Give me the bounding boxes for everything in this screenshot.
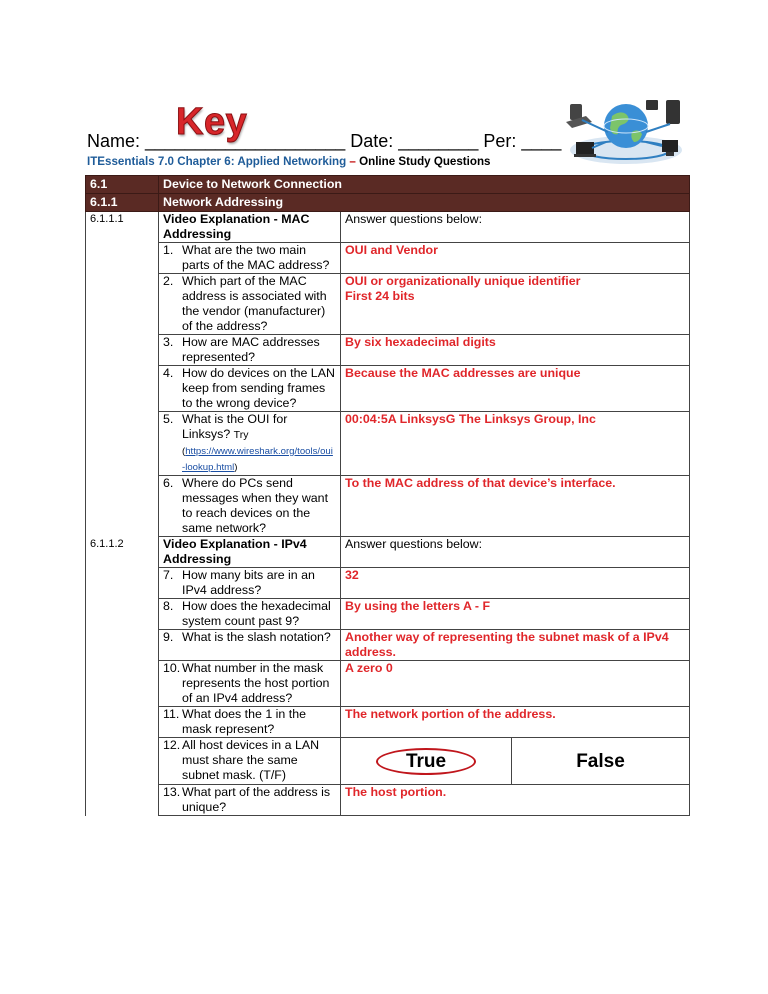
answer-cell: OUI and Vendor xyxy=(341,243,690,274)
question-cell xyxy=(159,335,341,366)
question-number: 7. xyxy=(163,568,174,582)
true-false-cell xyxy=(341,738,690,785)
topic-title: Video Explanation - IPv4 Addressing xyxy=(159,537,341,568)
true-option xyxy=(341,738,512,784)
question-text: How does the hexadecimal system count past 9? xyxy=(182,599,331,628)
study-questions-table xyxy=(85,175,690,816)
subsection-title: Network Addressing xyxy=(159,194,690,212)
subtitle-rest: Online Study Questions xyxy=(359,155,491,168)
question-text: All host devices in a LAN must share the same subnet mask. (T/F) xyxy=(182,738,320,782)
table-row xyxy=(86,335,690,366)
table-row xyxy=(86,537,690,568)
table-row xyxy=(86,366,690,412)
table-row xyxy=(86,274,690,335)
answer-line: First 24 bits xyxy=(345,289,415,303)
table-row xyxy=(86,243,690,274)
subtitle-dash: – xyxy=(346,155,360,168)
question-cell xyxy=(159,630,341,661)
answer-cell: 32 xyxy=(341,568,690,599)
question-number: 5. xyxy=(163,412,174,426)
question-number: 8. xyxy=(163,599,174,613)
question-text: How do devices on the LAN keep from sending frames to the wrong device? xyxy=(182,366,335,410)
table-row xyxy=(86,599,690,630)
question-cell xyxy=(159,738,341,785)
answer-line: OUI or organizationally unique identifier xyxy=(345,274,581,288)
answer-cell: The network portion of the address. xyxy=(341,707,690,738)
answer-cell: The host portion. xyxy=(341,785,690,816)
question-number: 6. xyxy=(163,476,174,490)
table-row xyxy=(86,785,690,816)
answer-cell: By six hexadecimal digits xyxy=(341,335,690,366)
table-row xyxy=(86,412,690,476)
true-circled: True xyxy=(376,748,476,775)
topic-number: 6.1.1.2 xyxy=(86,537,159,568)
table-row xyxy=(86,568,690,599)
subtitle-course: ITEssentials 7.0 Chapter 6: Applied Networking xyxy=(87,155,347,168)
table-row xyxy=(86,707,690,738)
question-cell xyxy=(159,366,341,412)
question-cell xyxy=(159,476,341,537)
answer-cell: Because the MAC addresses are unique xyxy=(341,366,690,412)
question-text: What is the OUI for Linksys? xyxy=(182,412,288,441)
answer-cell: Another way of representing the subnet mask of a IPv4 address. xyxy=(341,630,690,661)
answer-cell: By using the letters A - F xyxy=(341,599,690,630)
question-cell xyxy=(159,243,341,274)
question-number: 10. xyxy=(163,661,181,675)
name-date-period-line: Name: ____________________ Date: ________ Per: ____ xyxy=(87,131,562,151)
section-number: 6.1 xyxy=(86,176,159,194)
section-header-row xyxy=(86,176,690,194)
subsection-header-row xyxy=(86,194,690,212)
oui-lookup-link[interactable]: https://www.wireshark.org/tools/oui-lookup.html xyxy=(182,446,333,473)
question-text: What is the slash notation? xyxy=(182,630,331,644)
question-cell xyxy=(159,661,341,707)
question-text: What number in the mask represents the host portion of an IPv4 address? xyxy=(182,661,330,705)
answer-cell: To the MAC address of that device’s interface. xyxy=(341,476,690,537)
answer-cell: A zero 0 xyxy=(341,661,690,707)
question-cell xyxy=(159,568,341,599)
topic-instruction: Answer questions below: xyxy=(341,212,690,243)
question-cell xyxy=(159,599,341,630)
question-number: 2. xyxy=(163,274,174,288)
subsection-number: 6.1.1 xyxy=(86,194,159,212)
topic-instruction: Answer questions below: xyxy=(341,537,690,568)
question-text: What does the 1 in the mask represent? xyxy=(182,707,306,736)
question-text: What part of the address is unique? xyxy=(182,785,331,814)
network-globe-logo-icon xyxy=(562,92,690,172)
question-cell xyxy=(159,412,341,476)
try-label: Try xyxy=(233,429,249,441)
link-paren: ( xyxy=(182,446,186,457)
question-number: 3. xyxy=(163,335,174,349)
question-number: 1. xyxy=(163,243,174,257)
question-cell xyxy=(159,785,341,816)
question-text: How are MAC addresses represented? xyxy=(182,335,320,364)
question-text: Which part of the MAC address is associated with the vendor (manufacturer) of the address? xyxy=(182,274,327,333)
question-number: 13. xyxy=(163,785,181,799)
link-paren: ) xyxy=(234,462,238,473)
question-cell xyxy=(159,274,341,335)
question-text: Where do PCs send messages when they want to reach devices on the same network? xyxy=(182,476,329,535)
false-option: False xyxy=(576,750,625,772)
table-row xyxy=(86,476,690,537)
question-cell xyxy=(159,707,341,738)
question-number: 11. xyxy=(163,707,180,721)
topic-number: 6.1.1.1 xyxy=(86,212,159,243)
table-row xyxy=(86,738,690,785)
table-row xyxy=(86,630,690,661)
table-row xyxy=(86,661,690,707)
question-text: How many bits are in an IPv4 address? xyxy=(182,568,315,597)
answer-cell xyxy=(341,274,690,335)
question-text: What are the two main parts of the MAC address? xyxy=(182,243,330,272)
topic-title: Video Explanation - MAC Addressing xyxy=(159,212,341,243)
key-stamp: Key xyxy=(176,101,248,143)
section-title: Device to Network Connection xyxy=(159,176,690,194)
question-number: 4. xyxy=(163,366,174,380)
document-subtitle xyxy=(87,155,491,168)
question-number: 9. xyxy=(163,630,174,644)
table-row xyxy=(86,212,690,243)
question-number: 12. xyxy=(163,738,181,752)
answer-cell: 00:04:5A LinksysG The Linksys Group, Inc xyxy=(341,412,690,476)
